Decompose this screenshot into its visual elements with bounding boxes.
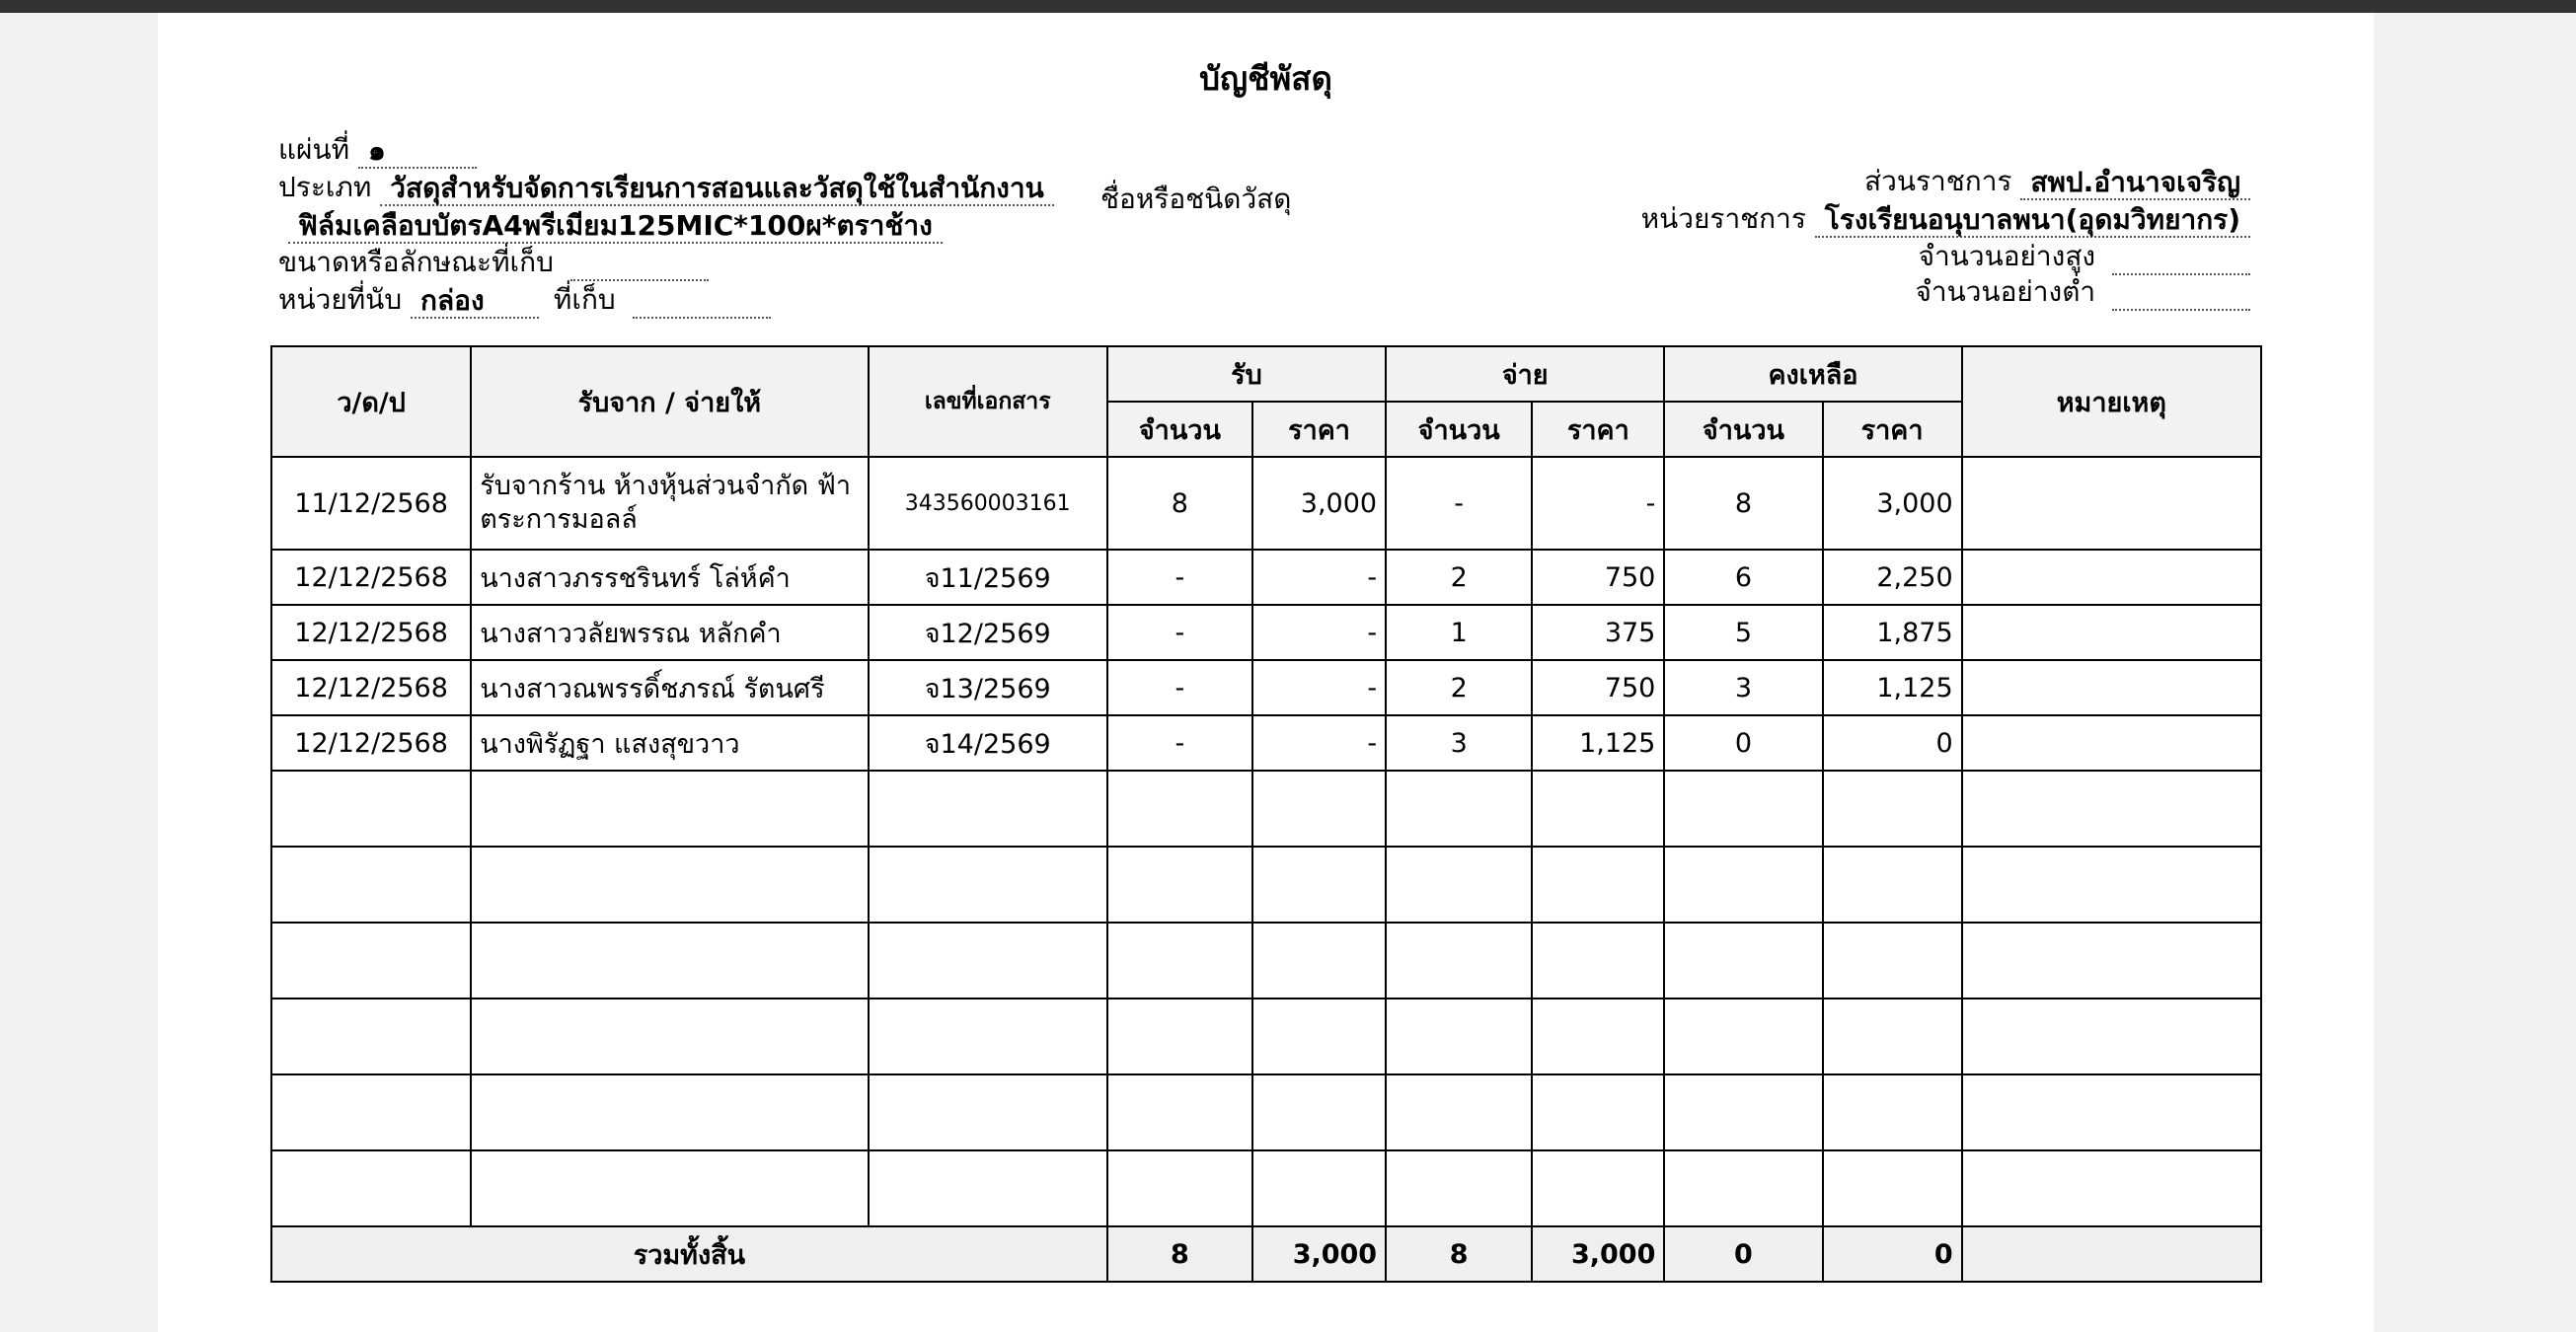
- cell-balance-qty: 0: [1664, 715, 1822, 771]
- empty-row: [271, 999, 2261, 1074]
- total-label: รวมทั้งสิ้น: [271, 1226, 1107, 1282]
- cell-party: นางสาววลัยพรรณ หลักคำ: [471, 605, 868, 660]
- agency-value: สพป.อำนาจเจริญ: [2020, 167, 2250, 200]
- min-qty-blank: [2112, 285, 2250, 311]
- header-receive: รับ: [1107, 346, 1386, 402]
- cell-doc: จ14/2569: [869, 715, 1107, 771]
- cell-balance-price: 1,125: [1823, 660, 1962, 715]
- cell-remark: [1962, 550, 2261, 605]
- header-receive-price: ราคา: [1252, 402, 1386, 457]
- cell-receive-price: -: [1252, 660, 1386, 715]
- cell-receive-qty: -: [1107, 660, 1252, 715]
- max-qty-blank: [2112, 250, 2250, 275]
- unit-org-label: หน่วยราชการ: [1640, 202, 1806, 235]
- empty-row: [271, 1150, 2261, 1226]
- unit-label: หน่วยที่นับ: [278, 283, 403, 316]
- total-balance-qty: 0: [1664, 1226, 1822, 1282]
- total-remark: [1962, 1226, 2261, 1282]
- cell-remark: [1962, 715, 2261, 771]
- cell-pay-price: 1,125: [1532, 715, 1664, 771]
- cell-remark: [1962, 660, 2261, 715]
- total-receive-price: 3,000: [1252, 1226, 1386, 1282]
- cell-party: นางสาวภรรชรินทร์ โล่ห์คำ: [471, 550, 868, 605]
- cell-receive-qty: -: [1107, 550, 1252, 605]
- min-qty-line: [1915, 273, 2250, 311]
- cell-pay-qty: 2: [1386, 660, 1532, 715]
- total-row: [271, 1226, 2261, 1282]
- cell-pay-qty: -: [1386, 457, 1532, 550]
- header-balance: คงเหลือ: [1664, 346, 1961, 402]
- header-date: ว/ด/ป: [271, 346, 471, 457]
- cell-pay-qty: 3: [1386, 715, 1532, 771]
- total-pay-qty: 8: [1386, 1226, 1532, 1282]
- header-doc-no: เลขที่เอกสาร: [869, 346, 1107, 457]
- cell-balance-qty: 5: [1664, 605, 1822, 660]
- empty-row: [271, 1074, 2261, 1150]
- cell-doc: จ12/2569: [869, 605, 1107, 660]
- cell-doc: 343560003161: [869, 457, 1107, 550]
- cell-date: 12/12/2568: [271, 660, 471, 715]
- header-pay-price: ราคา: [1532, 402, 1664, 457]
- cell-date: 12/12/2568: [271, 715, 471, 771]
- cell-receive-price: -: [1252, 605, 1386, 660]
- store-label: ที่เก็บ: [553, 283, 616, 316]
- cell-doc: จ11/2569: [869, 550, 1107, 605]
- table-row: [271, 660, 2261, 715]
- header-balance-price: ราคา: [1823, 402, 1962, 457]
- browser-top-bar: [0, 0, 2576, 13]
- store-blank: [633, 293, 771, 319]
- sheet-number-value: ๑: [358, 135, 477, 169]
- empty-row: [271, 923, 2261, 999]
- total-pay-price: 3,000: [1532, 1226, 1664, 1282]
- min-qty-label: จำนวนอย่างต่ำ: [1915, 275, 2096, 308]
- cell-pay-price: 750: [1532, 660, 1664, 715]
- unit-line: [278, 281, 771, 319]
- header-receive-qty: จำนวน: [1107, 402, 1252, 457]
- total-balance-price: 0: [1823, 1226, 1962, 1282]
- cell-date: 12/12/2568: [271, 550, 471, 605]
- cell-balance-price: 1,875: [1823, 605, 1962, 660]
- max-qty-line: [1919, 238, 2250, 275]
- unit-org-line: [1641, 200, 2250, 238]
- size-line: [278, 244, 709, 281]
- sheet-number-label: แผ่นที่: [278, 133, 350, 166]
- type-label: ประเภท: [278, 171, 372, 203]
- table-row: [271, 550, 2261, 605]
- size-blank: [570, 256, 709, 281]
- item-name-value: ฟิล์มเคลือบบัตรA4พรีเมียม125MIC*100ผ*ตราช้าง: [288, 210, 943, 244]
- material-name-line: [1100, 181, 1291, 218]
- cell-receive-price: -: [1252, 550, 1386, 605]
- table-row: [271, 605, 2261, 660]
- cell-receive-qty: 8: [1107, 457, 1252, 550]
- cell-balance-qty: 3: [1664, 660, 1822, 715]
- cell-remark: [1962, 457, 2261, 550]
- page-title: บัญชีพัสดุ: [1199, 59, 1332, 98]
- total-receive-qty: 8: [1107, 1226, 1252, 1282]
- cell-pay-price: 375: [1532, 605, 1664, 660]
- cell-balance-price: 2,250: [1823, 550, 1962, 605]
- cell-balance-qty: 6: [1664, 550, 1822, 605]
- material-name-label: ชื่อหรือชนิดวัสดุ: [1100, 183, 1292, 215]
- cell-party: นางพิรัฏฐา แสงสุขวาว: [471, 715, 868, 771]
- cell-pay-price: -: [1532, 457, 1664, 550]
- type-value: วัสดุสำหรับจัดการเรียนการสอนและวัสดุใช้ในสำนักงาน: [380, 173, 1053, 206]
- empty-row: [271, 771, 2261, 847]
- max-qty-label: จำนวนอย่างสูง: [1918, 240, 2096, 272]
- header-remark: หมายเหตุ: [1962, 346, 2261, 457]
- cell-party: รับจากร้าน ห้างหุ้นส่วนจำกัด ฟ้าตระการมอลล์: [471, 457, 868, 550]
- unit-value: กล่อง: [411, 285, 539, 319]
- cell-date: 12/12/2568: [271, 605, 471, 660]
- cell-doc: จ13/2569: [869, 660, 1107, 715]
- sheet-number-line: [278, 131, 477, 169]
- cell-balance-price: 3,000: [1823, 457, 1962, 550]
- header-pay: จ่าย: [1386, 346, 1664, 402]
- unit-org-value: โรงเรียนอนุบาลพนา(อุดมวิทยากร): [1815, 204, 2250, 238]
- cell-receive-qty: -: [1107, 715, 1252, 771]
- header-pay-qty: จำนวน: [1386, 402, 1532, 457]
- cell-party: นางสาวณพรรดิ์ชภรณ์ รัตนศรี: [471, 660, 868, 715]
- cell-receive-price: 3,000: [1252, 457, 1386, 550]
- agency-line: [1864, 163, 2250, 200]
- agency-label: ส่วนราชการ: [1864, 165, 2012, 197]
- cell-balance-qty: 8: [1664, 457, 1822, 550]
- item-line: [288, 206, 943, 244]
- size-label: ขนาดหรือลักษณะที่เก็บ: [278, 246, 554, 278]
- empty-row: [271, 847, 2261, 923]
- header-from-to: รับจาก / จ่ายให้: [471, 346, 868, 457]
- cell-receive-qty: -: [1107, 605, 1252, 660]
- type-line: [278, 169, 1054, 206]
- cell-pay-price: 750: [1532, 550, 1664, 605]
- cell-date: 11/12/2568: [271, 457, 471, 550]
- cell-balance-price: 0: [1823, 715, 1962, 771]
- cell-pay-qty: 2: [1386, 550, 1532, 605]
- header-balance-qty: จำนวน: [1664, 402, 1822, 457]
- table-row: [271, 715, 2261, 771]
- cell-receive-price: -: [1252, 715, 1386, 771]
- cell-remark: [1962, 605, 2261, 660]
- cell-pay-qty: 1: [1386, 605, 1532, 660]
- table-row: [271, 457, 2261, 550]
- ledger-table: [270, 345, 2262, 1283]
